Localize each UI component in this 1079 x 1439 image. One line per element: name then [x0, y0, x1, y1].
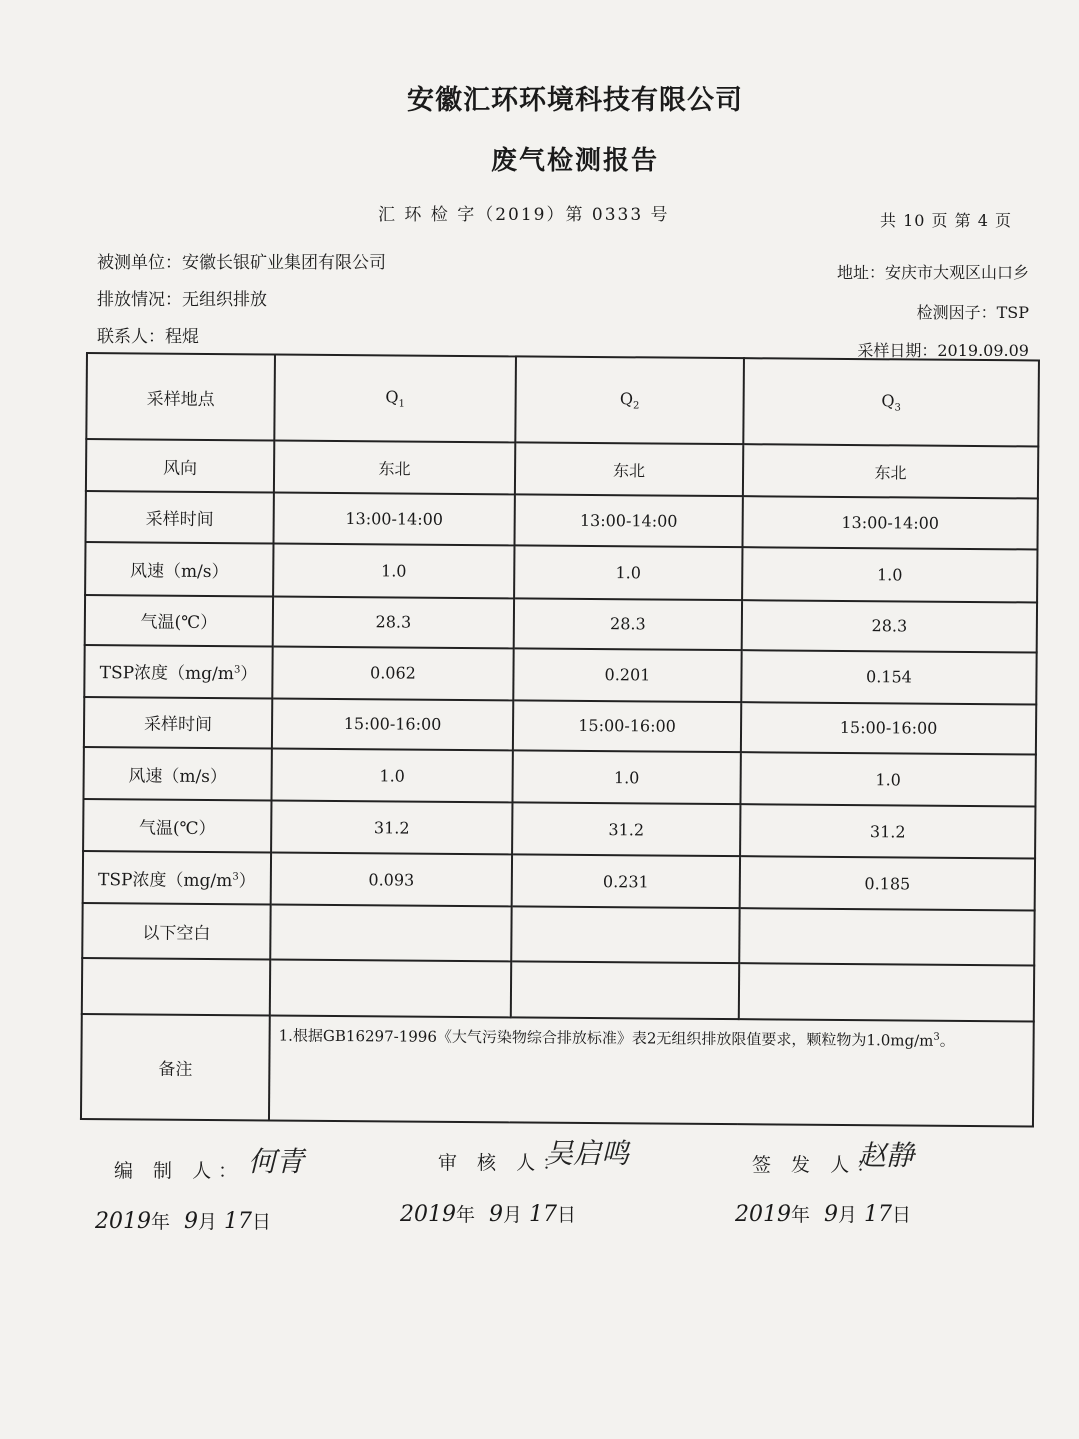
cell-value: 0.093: [271, 853, 512, 907]
document-number: 汇 环 检 字（2019）第 0333 号: [378, 205, 670, 225]
company-name: 安徽汇环环境科技有限公司: [407, 85, 743, 116]
reviewer-label: 审 核 人：: [438, 1152, 569, 1174]
table-row: [84, 697, 1036, 755]
cell-value: [739, 908, 1034, 965]
cell-value: 1.0: [742, 548, 1037, 602]
cell-value: [270, 960, 511, 1017]
sampling-date: 采样日期：2019.09.09: [857, 341, 1029, 360]
row-label: 风向: [86, 439, 274, 493]
results-table: [80, 352, 1040, 1127]
cell-value: 东北: [515, 443, 743, 497]
address: 地址：安庆市大观区山口乡: [836, 263, 1029, 282]
cell-value: 28.3: [514, 598, 742, 650]
cell-value: 15:00-16:00: [741, 702, 1036, 754]
cell-value: 1.0: [514, 546, 742, 600]
reviewer-signature: 吴启鸣: [545, 1137, 630, 1170]
tested-unit: 被测单位：安徽长银矿业集团有限公司: [97, 253, 386, 273]
table-row: [82, 903, 1034, 966]
cell-value: 0.154: [741, 650, 1036, 704]
cell-value: 0.062: [272, 646, 513, 700]
table-row: [86, 491, 1038, 550]
table-row: [84, 645, 1036, 705]
cell-value: 28.3: [273, 596, 514, 648]
page-count: 共 10 页 第 4 页: [880, 211, 1012, 230]
cell-value: [511, 907, 739, 964]
row-label: 气温(℃）: [85, 595, 273, 647]
table-row: [83, 851, 1035, 911]
cell-value: 1.0: [271, 748, 512, 802]
row-label: [82, 958, 270, 1015]
cell-value: 31.2: [512, 802, 740, 856]
table-row: [85, 542, 1037, 602]
row-label: 采样时间: [84, 697, 272, 749]
cell-value: [511, 962, 739, 1019]
table-row: [86, 439, 1038, 499]
reviewer-date: 2019年 9月 17日: [400, 1202, 577, 1227]
issuer-signature: 赵静: [858, 1139, 915, 1172]
point-q2: $Q_2$: [515, 356, 744, 444]
cell-value: 1.0: [273, 544, 514, 598]
emission-type: 排放情况：无组织排放: [97, 290, 267, 310]
test-factor: 检测因子：TSP: [916, 303, 1029, 322]
cell-value: 13:00-14:00: [742, 497, 1037, 550]
table-row: [82, 958, 1034, 1021]
table-row: [85, 595, 1037, 653]
remark-label: 备注: [81, 1014, 270, 1121]
cell-value: 1.0: [740, 752, 1035, 806]
point-q3: $Q_3$: [743, 358, 1039, 447]
cell-value: 0.201: [513, 648, 741, 702]
cell-value: [270, 905, 511, 962]
table-row: [83, 747, 1035, 807]
report-title: 废气检测报告: [490, 146, 659, 176]
sampling-point-label: 采样地点: [86, 353, 275, 441]
row-label: 采样时间: [86, 491, 274, 544]
point-q1: $Q_1$: [274, 354, 516, 442]
cell-value: 31.2: [271, 801, 512, 855]
contact-person: 联系人：程焜: [97, 327, 199, 347]
cell-value: 13:00-14:00: [273, 493, 514, 546]
compiler-label: 编 制 人：: [114, 1160, 245, 1182]
row-label: TSP浓度$(mg/m^3)$: [84, 645, 272, 699]
cell-value: [739, 964, 1034, 1021]
cell-value: 13:00-14:00: [514, 495, 742, 548]
compiler-date: 2019年 9月 17日: [95, 1209, 272, 1234]
cell-value: 31.2: [740, 804, 1035, 858]
table-row: [83, 799, 1035, 859]
row-label: 风速（m/s）: [85, 542, 273, 596]
compiler-signature: 何青: [248, 1145, 305, 1178]
table-header-row: [86, 353, 1039, 447]
cell-value: 0.231: [512, 855, 740, 909]
issuer-date: 2019年 9月 17日: [735, 1202, 912, 1227]
row-label: TSP浓度$(mg/m^3)$: [83, 851, 271, 905]
row-label: 以下空白: [82, 903, 270, 960]
cell-value: 东北: [743, 444, 1038, 498]
row-label: 风速（m/s）: [83, 747, 271, 801]
row-label: 气温(℃）: [83, 799, 271, 853]
cell-value: 15:00-16:00: [513, 700, 741, 752]
cell-value: 东北: [274, 441, 515, 495]
cell-value: 15:00-16:00: [272, 698, 513, 750]
remark-text: 1.根据GB16297-1996《大气污染物综合排放标准》表2无组织排放限值要求，颗粒物为$1.0mg/m^3$。: [269, 1015, 1034, 1126]
cell-value: 0.185: [740, 856, 1035, 910]
issuer-label: 签 发 人：: [752, 1154, 883, 1176]
cell-value: 1.0: [512, 750, 740, 804]
cell-value: 28.3: [742, 600, 1037, 652]
remark-row: [81, 1014, 1034, 1127]
